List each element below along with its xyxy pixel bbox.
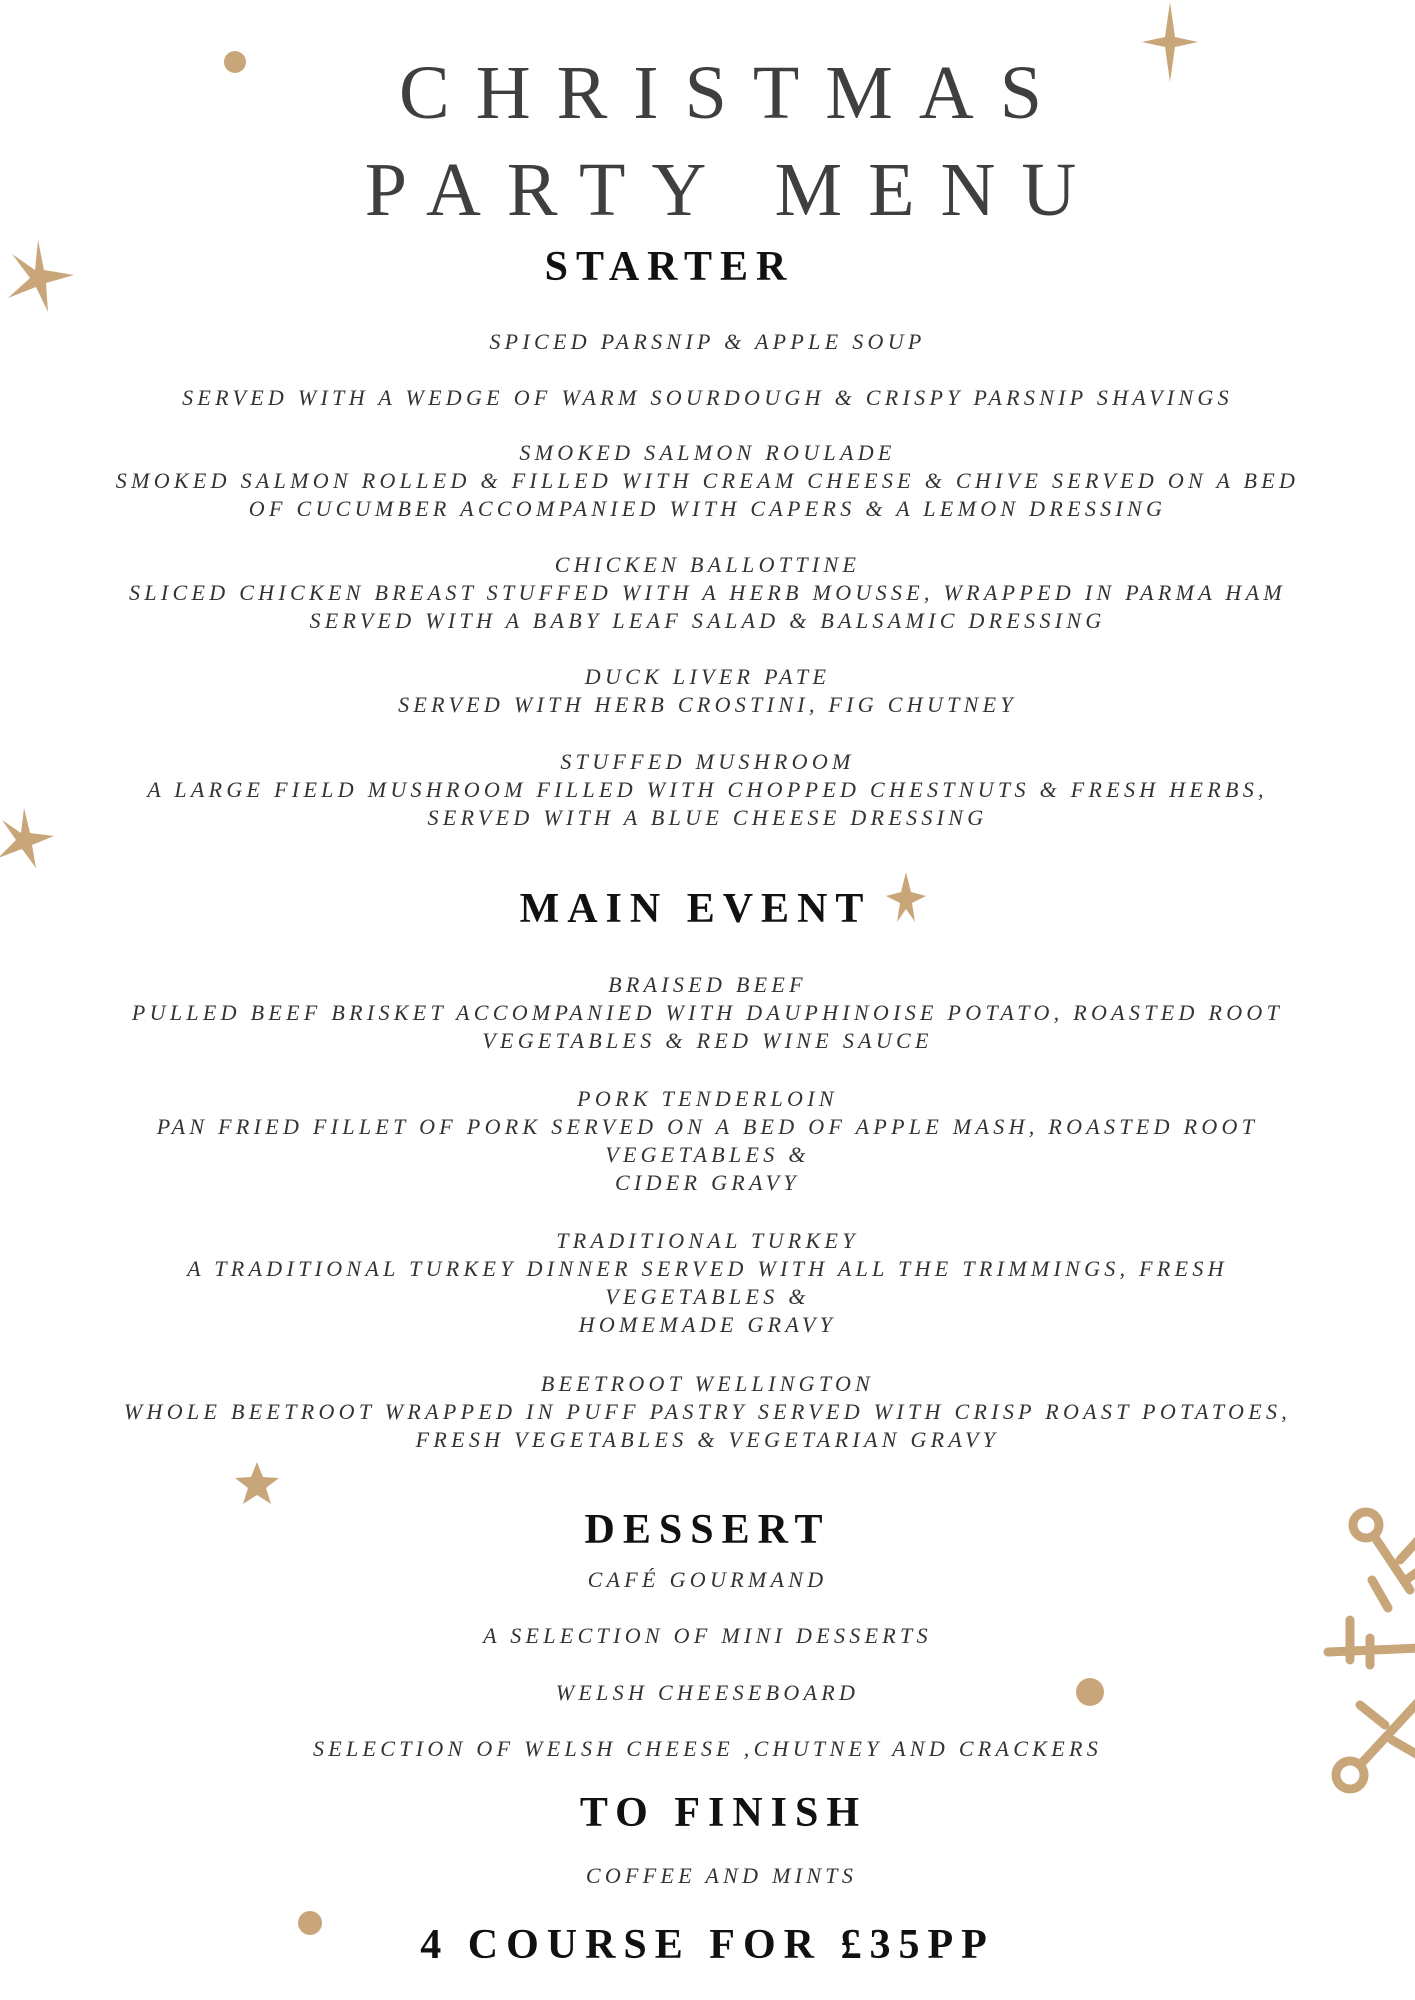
menu-item [0, 1227, 1415, 1339]
menu-item-name: STUFFED MUSHROOM [560, 749, 855, 774]
menu-item-desc [0, 1622, 1415, 1650]
menu-item [0, 551, 1415, 635]
menu-item [0, 439, 1415, 523]
menu-item-desc-line: SERVED WITH A WEDGE OF WARM SOURDOUGH & CRISPY PARSNIP SHAVINGS [182, 385, 1233, 410]
menu-item [0, 1085, 1415, 1197]
menu-item-desc-line: SMOKED SALMON ROLLED & FILLED WITH CREAM CHEESE & CHIVE SERVED ON A BED [115, 468, 1300, 493]
menu-item-desc-line: A TRADITIONAL TURKEY DINNER SERVED WITH ALL THE TRIMMINGS, FRESH [187, 1256, 1228, 1281]
menu-item [0, 328, 1415, 356]
menu-item-desc-line: PAN FRIED FILLET OF PORK SERVED ON A BED OF APPLE MASH, ROASTED ROOT [156, 1114, 1259, 1139]
menu-title-line1: CHRISTMAS [399, 51, 1068, 135]
menu-item-desc-line: WHOLE BEETROOT WRAPPED IN PUFF PASTRY SERVED WITH CRISP ROAST POTATOES, [123, 1399, 1292, 1424]
menu-item-desc-line: SELECTION OF WELSH CHEESE ,CHUTNEY AND CRACKERS [312, 1736, 1102, 1761]
menu-item-desc-line: A SELECTION OF MINI DESSERTS [483, 1623, 932, 1648]
menu-item [14, 1862, 1415, 1890]
section-heading-finish: TO FINISH [579, 1790, 868, 1836]
menu-item [0, 1566, 1415, 1594]
menu-item-desc-line: CIDER GRAVY [615, 1170, 800, 1195]
menu-item-desc [0, 384, 1415, 412]
menu-item-desc-line: VEGETABLES & RED WINE SAUCE [482, 1028, 933, 1053]
section-heading-starter: STARTER [544, 244, 795, 290]
menu-item [0, 663, 1415, 719]
menu-item-name: DUCK LIVER PATE [584, 664, 831, 689]
menu-item [0, 971, 1415, 1055]
menu-item-name: COFFEE AND MINTS [585, 1863, 858, 1888]
menu-item-desc-line: SLICED CHICKEN BREAST STUFFED WITH A HERB MOUSSE, WRAPPED IN PARMA HAM [129, 580, 1286, 605]
menu-item-desc-line: PULLED BEEF BRISKET ACCOMPANIED WITH DAUPHINOISE POTATO, ROASTED ROOT [131, 1000, 1284, 1025]
menu-item-name: SMOKED SALMON ROULADE [519, 440, 896, 465]
menu-item-desc [0, 1735, 1415, 1763]
menu-item-name: WELSH CHEESEBOARD [555, 1680, 860, 1705]
section-heading-dessert: DESSERT [584, 1507, 831, 1553]
menu-item-desc-line: VEGETABLES & [605, 1284, 810, 1309]
menu-item [0, 1370, 1415, 1454]
menu-item-name: CAFÉ GOURMAND [587, 1567, 828, 1592]
menu-item-desc-line: SERVED WITH A BLUE CHEESE DRESSING [427, 805, 988, 830]
menu-item-desc-line: VEGETABLES & [605, 1142, 810, 1167]
section-heading-main: MAIN EVENT [519, 886, 872, 932]
star-icon [234, 1462, 280, 1506]
menu-item-name: BEETROOT WELLINGTON [540, 1371, 875, 1396]
menu-item-desc-line: A LARGE FIELD MUSHROOM FILLED WITH CHOPPED CHESTNUTS & FRESH HERBS, [147, 777, 1268, 802]
menu-item [0, 748, 1415, 832]
menu-item-name: BRAISED BEEF [608, 972, 807, 997]
menu-item-desc-line: OF CUCUMBER ACCOMPANIED WITH CAPERS & A LEMON DRESSING [248, 496, 1167, 521]
menu-item-name: CHICKEN BALLOTTINE [554, 552, 861, 577]
menu-item-desc-line: FRESH VEGETABLES & VEGETARIAN GRAVY [415, 1427, 1000, 1452]
menu-item-desc-line: SERVED WITH HERB CROSTINI, FIG CHUTNEY [398, 692, 1017, 717]
menu-item-name: PORK TENDERLOIN [577, 1086, 838, 1111]
menu-item-desc-line: SERVED WITH A BABY LEAF SALAD & BALSAMIC DRESSING [309, 608, 1106, 633]
price-line: 4 COURSE FOR £35PP [420, 1922, 995, 1968]
menu-item-name: TRADITIONAL TURKEY [556, 1228, 859, 1253]
menu-title-line2: PARTY MENU [364, 148, 1103, 232]
menu-item-desc-line: HOMEMADE GRAVY [578, 1312, 837, 1337]
menu-item-name: SPICED PARSNIP & APPLE SOUP [489, 329, 926, 354]
menu-item [0, 1679, 1415, 1707]
